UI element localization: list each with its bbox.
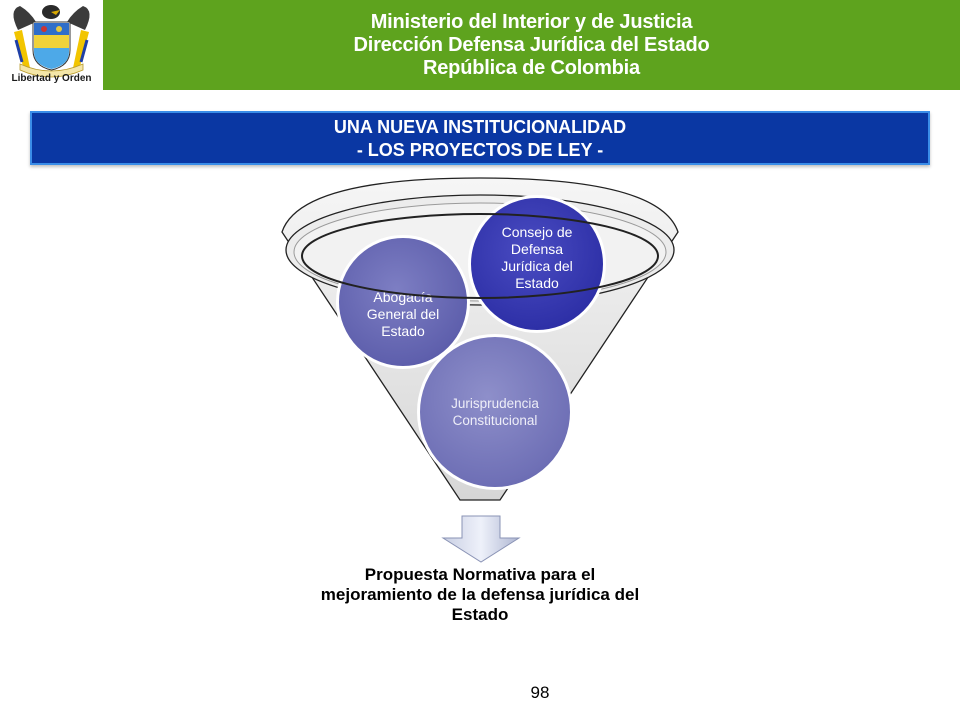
result-text: Propuesta Normativa para el mejoramiento de la defensa jurídica del Estado xyxy=(320,565,640,624)
banner-title: UNA NUEVA INSTITUCIONALIDAD xyxy=(333,117,627,137)
bubble-abogacia xyxy=(336,235,470,369)
down-arrow xyxy=(443,516,519,562)
bubble-jurisprudencia-label: Jurisprudencia Constitucional xyxy=(451,396,539,428)
header-country: República de Colombia xyxy=(423,56,640,79)
header-ministry: Ministerio del Interior y de Justicia xyxy=(370,10,693,33)
bubble-abogacia-label: Abogacía General del Estado xyxy=(366,288,440,339)
header-directorate: Dirección Defensa Jurídica del Estado xyxy=(353,33,710,56)
page-number: 98 xyxy=(530,683,550,702)
bubble-consejo xyxy=(468,195,606,333)
bubble-consejo-label: Consejo de Defensa Jurídica del Estado xyxy=(501,224,573,291)
banner-subtitle: - LOS PROYECTOS DE LEY - xyxy=(356,140,604,160)
logo-caption: Libertad y Orden xyxy=(11,73,92,84)
